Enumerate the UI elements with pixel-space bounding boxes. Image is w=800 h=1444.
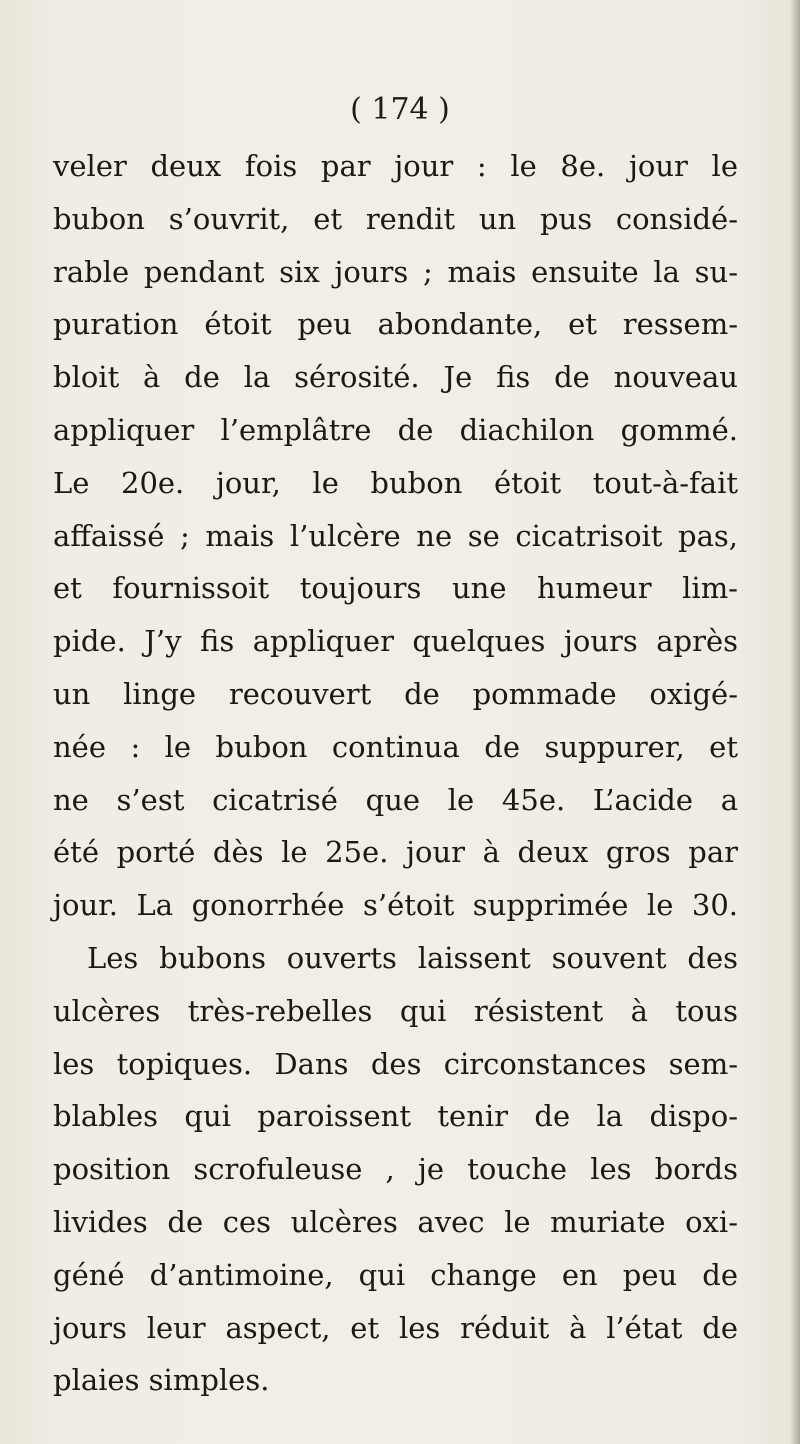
text-line: position scrofuleuse , je touche les bords (53, 1152, 738, 1187)
text-line: été porté dès le 25e. jour à deux gros par (53, 835, 738, 870)
text-line: ne s’est cicatrisé que le 45e. L’acide a (53, 782, 738, 817)
body-text (53, 140, 738, 1407)
page-edge-shadow (790, 0, 800, 1444)
text-line: veler deux fois par jour : le 8e. jour le (53, 149, 738, 183)
text-line: les topiques. Dans des circonstances sem- (53, 1046, 738, 1081)
text-line: puration étoit peu abondante, et ressem- (53, 307, 738, 342)
text-line: Le 20e. jour, le bubon étoit tout-à-fait (53, 465, 738, 500)
text-line: née : le bubon continua de suppurer, et (53, 729, 738, 764)
page-number: ( 174 ) (350, 92, 450, 127)
text-line: livides de ces ulcères avec le muriate oxi- (53, 1204, 738, 1239)
text-line: rable pendant six jours ; mais ensuite la su- (53, 254, 738, 289)
text-line: bloit à de la sérosité. Je fis de nouveau (53, 360, 738, 395)
text-line: appliquer l’emplâtre de diachilon gommé. (53, 412, 738, 447)
text-line: bubon s’ouvrit, et rendit un pus considé- (53, 201, 738, 236)
text-line: affaissé ; mais l’ulcère ne se cicatrisoit pas, (53, 518, 738, 553)
text-line: géné d’antimoine, qui change en peu de (53, 1257, 738, 1292)
text-line: jour. La gonorrhée s’étoit supprimée le 30. (53, 888, 738, 923)
text-line: un linge recouvert de pommade oxigé- (53, 676, 738, 711)
text-line: ulcères très-rebelles qui résistent à tous (53, 993, 738, 1028)
text-line: et fournissoit toujours une humeur lim- (53, 571, 738, 606)
text-line: plaies simples. (53, 1363, 270, 1398)
text-line: jours leur aspect, et les réduit à l’état de (53, 1310, 738, 1345)
paragraph-start-line: Les bubons ouverts laissent souvent des (87, 940, 738, 975)
text-line: pide. J’y fis appliquer quelques jours après (53, 624, 738, 659)
text-line: blables qui paroissent tenir de la dispo- (53, 1099, 738, 1134)
